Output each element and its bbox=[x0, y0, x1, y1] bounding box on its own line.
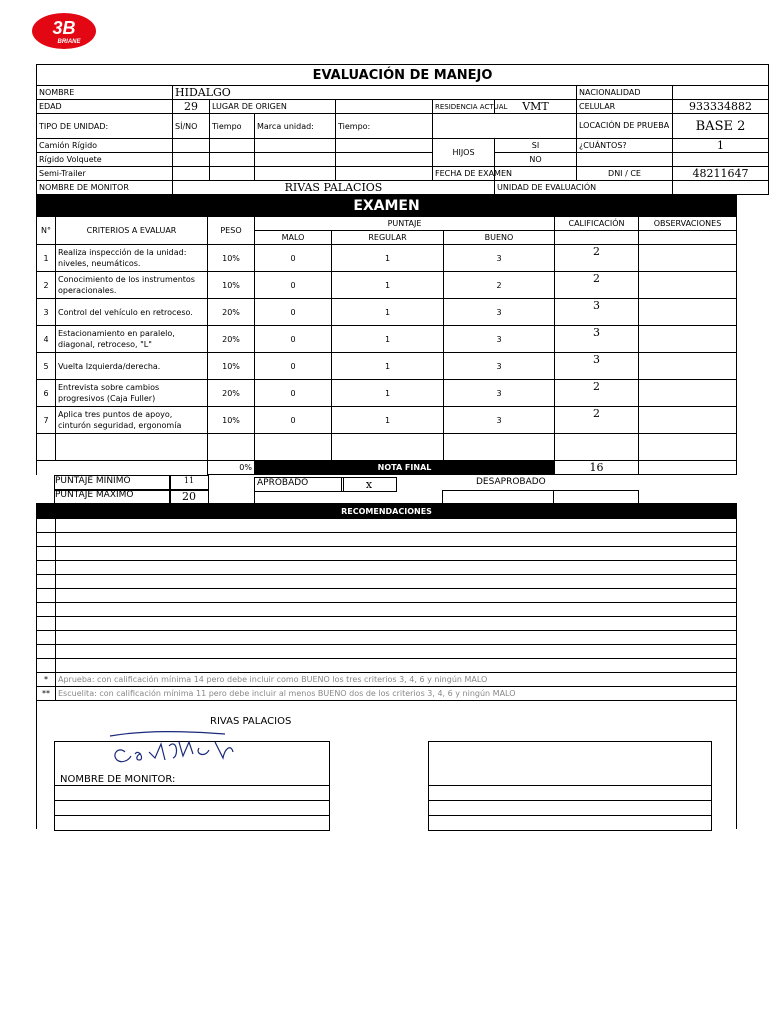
criteria-bueno: 3 bbox=[444, 326, 555, 353]
criteria-malo: 0 bbox=[255, 272, 332, 299]
criteria-peso: 20% bbox=[208, 326, 255, 353]
col-peso: PESO bbox=[208, 217, 255, 245]
criteria-number: 3 bbox=[37, 299, 56, 326]
criteria-calificacion: 2 bbox=[555, 407, 639, 434]
criteria-calificacion: 3 bbox=[555, 353, 639, 380]
dni-value: 48211647 bbox=[673, 167, 769, 181]
fecha-label: FECHA DE EXAMEN bbox=[433, 167, 495, 181]
criteria-text: Realiza inspección de la unidad: niveles, neumáticos. bbox=[56, 245, 208, 272]
nombre-label: NOMBRE bbox=[37, 86, 173, 100]
celular-label: CELULAR bbox=[577, 100, 673, 114]
dni-label: DNI / CE bbox=[577, 167, 673, 181]
recomendacion-row bbox=[37, 659, 737, 673]
cuantos-label: ¿CUÁNTOS? bbox=[577, 139, 673, 153]
locacion-value: BASE 2 bbox=[673, 114, 769, 139]
marca-label: Marca unidad: bbox=[255, 114, 336, 139]
criteria-bueno: 3 bbox=[444, 245, 555, 272]
recomendacion-row bbox=[37, 631, 737, 645]
semi-label: Semi-Trailer bbox=[37, 167, 173, 181]
criteria-regular: 1 bbox=[332, 407, 444, 434]
criteria-malo: 0 bbox=[255, 245, 332, 272]
form-title: EVALUACIÓN DE MANEJO bbox=[37, 65, 769, 86]
criteria-bueno: 3 bbox=[444, 299, 555, 326]
puntaje-maximo-label: PUNTAJE MAXIMO bbox=[54, 489, 171, 505]
criteria-number: 7 bbox=[37, 407, 56, 434]
criteria-observaciones bbox=[639, 380, 737, 407]
criteria-peso: 20% bbox=[208, 380, 255, 407]
criteria-peso: 10% bbox=[208, 272, 255, 299]
edad-value: 29 bbox=[173, 100, 210, 114]
criteria-text: Conocimiento de los instrumentos operacionales. bbox=[56, 272, 208, 299]
note-mark-1: * bbox=[37, 673, 56, 687]
criteria-regular: 1 bbox=[332, 245, 444, 272]
recomendacion-row bbox=[37, 589, 737, 603]
criteria-text: Estacionamiento en paralelo, diagonal, retroceso, "L" bbox=[56, 326, 208, 353]
tipo-label: TIPO DE UNIDAD: bbox=[37, 114, 173, 139]
criteria-malo: 0 bbox=[255, 353, 332, 380]
svg-text:BRIANE: BRIANE bbox=[57, 39, 81, 45]
col-puntaje: PUNTAJE bbox=[255, 217, 555, 231]
recomendacion-row bbox=[37, 533, 737, 547]
total-peso: 0% bbox=[208, 461, 255, 475]
briane-logo bbox=[31, 12, 97, 50]
criteria-malo: 0 bbox=[255, 407, 332, 434]
criteria-malo: 0 bbox=[255, 299, 332, 326]
criteria-peso: 10% bbox=[208, 245, 255, 272]
criteria-calificacion: 2 bbox=[555, 272, 639, 299]
monitor-value: RIVAS PALACIOS bbox=[173, 181, 495, 195]
no-label: NO bbox=[495, 153, 577, 167]
handwritten-signature bbox=[105, 728, 265, 770]
criteria-observaciones bbox=[639, 326, 737, 353]
criteria-number: 4 bbox=[37, 326, 56, 353]
criteria-row bbox=[37, 299, 737, 326]
volquete-label: Rígido Volquete bbox=[37, 153, 173, 167]
criteria-malo: 0 bbox=[255, 326, 332, 353]
criteria-malo: 0 bbox=[255, 380, 332, 407]
recomendacion-row bbox=[37, 617, 737, 631]
criteria-row bbox=[37, 272, 737, 299]
criteria-bueno: 3 bbox=[444, 353, 555, 380]
criteria-text: Control del vehículo en retroceso. bbox=[56, 299, 208, 326]
recomendacion-row bbox=[37, 561, 737, 575]
note-text-2: Escuelita: con calificación mínima 11 pero debe incluir al menos BUENO dos de los criterios 3, 4, 6 y ningún MALO bbox=[56, 687, 737, 701]
recomendacion-row bbox=[37, 575, 737, 589]
locacion-label: LOCACIÓN DE PRUEBA bbox=[577, 114, 673, 139]
nota-final-value: 16 bbox=[555, 461, 639, 475]
residencia-label: RESIDENCIA ACTUAL bbox=[433, 100, 495, 114]
criteria-row bbox=[37, 407, 737, 434]
criteria-number: 5 bbox=[37, 353, 56, 380]
tipo-blank bbox=[433, 114, 577, 139]
exam-table bbox=[36, 195, 737, 475]
criteria-peso: 10% bbox=[208, 353, 255, 380]
criteria-calificacion: 3 bbox=[555, 299, 639, 326]
col-criterios: CRITERIOS A EVALUAR bbox=[56, 217, 208, 245]
criteria-bueno: 2 bbox=[444, 272, 555, 299]
criteria-row bbox=[37, 353, 737, 380]
second-signature-box bbox=[428, 741, 712, 831]
criteria-bueno: 3 bbox=[444, 380, 555, 407]
criteria-regular: 1 bbox=[332, 353, 444, 380]
criteria-number: 2 bbox=[37, 272, 56, 299]
col-malo: MALO bbox=[255, 231, 332, 245]
header-table bbox=[36, 64, 769, 195]
aprobado-mark: x bbox=[341, 477, 397, 492]
recomendacion-row bbox=[37, 519, 737, 533]
col-regular: REGULAR bbox=[332, 231, 444, 245]
col-calificacion: CALIFICACIÓN bbox=[555, 217, 639, 231]
desaprobado-mark-box bbox=[553, 490, 639, 505]
criteria-observaciones bbox=[639, 353, 737, 380]
puntaje-maximo-value: 20 bbox=[169, 489, 209, 505]
criteria-calificacion: 3 bbox=[555, 326, 639, 353]
recomendacion-row bbox=[37, 645, 737, 659]
criteria-number: 6 bbox=[37, 380, 56, 407]
exam-title: EXAMEN bbox=[37, 196, 737, 217]
criteria-regular: 1 bbox=[332, 299, 444, 326]
criteria-calificacion: 2 bbox=[555, 380, 639, 407]
nacionalidad-value bbox=[673, 86, 769, 100]
camion-label: Camión Rígido bbox=[37, 139, 173, 153]
criteria-regular: 1 bbox=[332, 380, 444, 407]
criteria-observaciones bbox=[639, 245, 737, 272]
monitor-label: NOMBRE DE MONITOR bbox=[37, 181, 173, 195]
col-observaciones: OBSERVACIONES bbox=[639, 217, 737, 231]
tiempo-label: Tiempo bbox=[210, 114, 255, 139]
criteria-number: 1 bbox=[37, 245, 56, 272]
col-n: N° bbox=[37, 217, 56, 245]
criteria-text: Vuelta Izquierda/derecha. bbox=[56, 353, 208, 380]
note-text-1: Aprueba: con calificación mínima 14 pero debe incluir como BUENO los tres criterios 3, 4, 6 y ningún MALO bbox=[56, 673, 737, 687]
monitor-signature-label: NOMBRE DE MONITOR: bbox=[60, 774, 176, 785]
criteria-row bbox=[37, 245, 737, 272]
nombre-value: HIDALGO bbox=[173, 86, 577, 100]
puntaje-minimo-value: 11 bbox=[169, 475, 209, 491]
svg-text:3B: 3B bbox=[52, 18, 76, 38]
criteria-row bbox=[37, 380, 737, 407]
criteria-row bbox=[37, 326, 737, 353]
hijos-label: HIJOS bbox=[433, 139, 495, 167]
criteria-peso: 10% bbox=[208, 407, 255, 434]
criteria-text: Entrevista sobre cambios progresivos (Caja Fuller) bbox=[56, 380, 208, 407]
criteria-observaciones bbox=[639, 272, 737, 299]
nota-final-label: NOTA FINAL bbox=[255, 461, 555, 475]
criteria-peso: 20% bbox=[208, 299, 255, 326]
criteria-regular: 1 bbox=[332, 326, 444, 353]
col-bueno: BUENO bbox=[444, 231, 555, 245]
cuantos-value: 1 bbox=[673, 139, 769, 153]
recomendacion-row bbox=[37, 603, 737, 617]
desaprobado-label: DESAPROBADO bbox=[476, 477, 546, 487]
edad-label: EDAD bbox=[37, 100, 173, 114]
criteria-bueno: 3 bbox=[444, 407, 555, 434]
unidad-label: UNIDAD DE EVALUACIÓN bbox=[495, 181, 673, 195]
celular-value: 933334882 bbox=[673, 100, 769, 114]
unidad-value bbox=[673, 181, 769, 195]
puntaje-minimo-label: PUNTAJE MINIMO bbox=[54, 475, 171, 491]
recomendaciones-title: RECOMENDACIONES bbox=[37, 504, 737, 519]
nacionalidad-label: NACIONALIDAD bbox=[577, 86, 673, 100]
evaluation-sheet bbox=[36, 64, 752, 829]
desaprobado-box bbox=[442, 490, 554, 505]
result-row bbox=[36, 475, 736, 503]
note-mark-2: ** bbox=[37, 687, 56, 701]
criteria-calificacion: 2 bbox=[555, 245, 639, 272]
residencia-value: VMT bbox=[495, 100, 577, 114]
recomendacion-row bbox=[37, 547, 737, 561]
aprobado-label: APROBADO bbox=[254, 477, 344, 492]
criteria-regular: 1 bbox=[332, 272, 444, 299]
tiempo2-label: Tiempo: bbox=[336, 114, 433, 139]
si-label: SI bbox=[495, 139, 577, 153]
lugar-value bbox=[336, 100, 433, 114]
sino-label: SÍ/NO bbox=[173, 114, 210, 139]
signature-monitor-name: RIVAS PALACIOS bbox=[210, 716, 292, 727]
lugar-label: LUGAR DE ORIGEN bbox=[210, 100, 336, 114]
criteria-observaciones bbox=[639, 407, 737, 434]
criteria-observaciones bbox=[639, 299, 737, 326]
criteria-text: Aplica tres puntos de apoyo, cinturón seguridad, ergonomía bbox=[56, 407, 208, 434]
